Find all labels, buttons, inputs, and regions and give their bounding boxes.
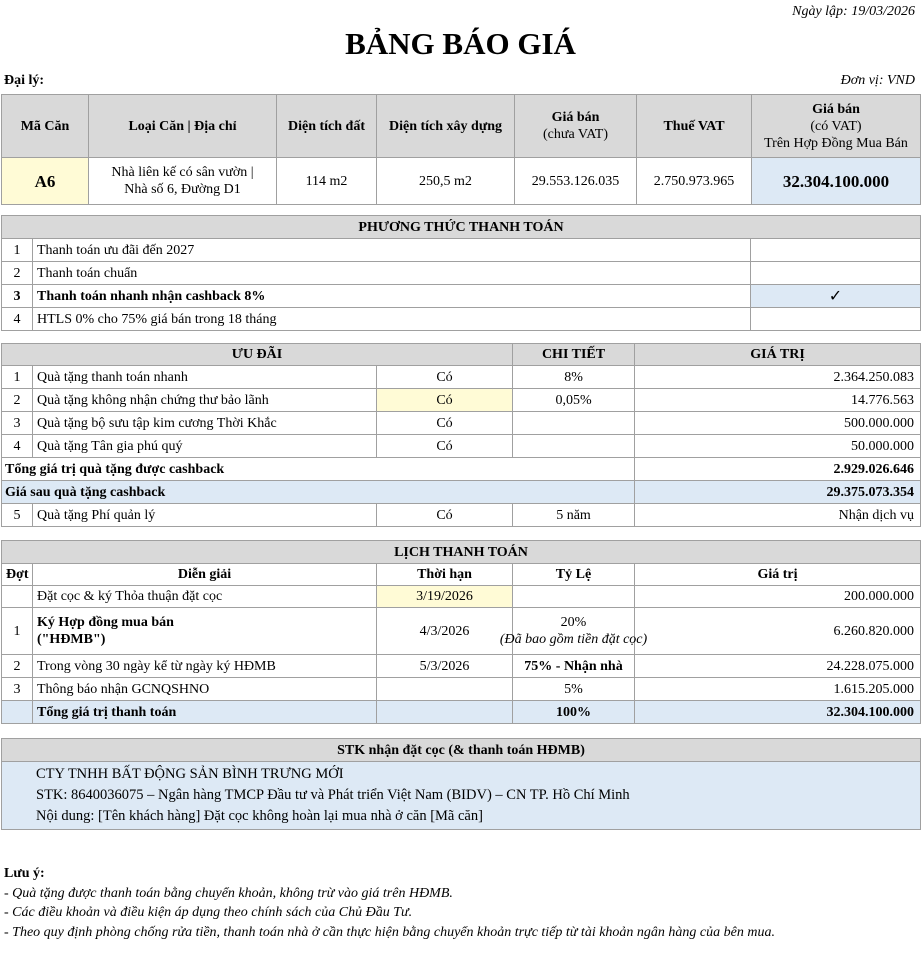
schedule-col-date: Thời hạn	[377, 564, 513, 586]
promo-after-row	[2, 481, 921, 504]
promo-no: 5	[2, 504, 33, 527]
schedule-row	[2, 586, 921, 608]
promo-detail	[513, 435, 635, 458]
payment-method-row[interactable]	[2, 239, 921, 262]
notes	[4, 864, 775, 942]
promo-after-label: Giá sau quà tặng cashback	[2, 481, 635, 504]
payment-method-no: 3	[2, 285, 33, 308]
payment-methods-table	[1, 215, 921, 331]
promo-no: 2	[2, 389, 33, 412]
col-price-inc-vat	[752, 95, 921, 158]
schedule-total-value: 32.304.100.000	[635, 701, 921, 724]
promo-value: 500.000.000	[635, 412, 921, 435]
schedule-col-desc: Diễn giải	[33, 564, 377, 586]
created-date: Ngày lập: 19/03/2026	[792, 4, 915, 19]
payment-method-check[interactable]	[751, 262, 921, 285]
schedule-desc: Trong vòng 30 ngày kể từ ngày ký HĐMB	[33, 655, 377, 678]
unit-label: Đơn vị: VND	[840, 73, 915, 88]
promo-no: 1	[2, 366, 33, 389]
unit-type	[89, 158, 277, 205]
schedule-col-rate: Tỷ Lệ	[513, 564, 635, 586]
unit-table	[1, 94, 921, 205]
schedule-row	[2, 608, 921, 655]
unit-type-line1: Nhà liên kế có sân vườn |	[111, 165, 254, 180]
promo-total-label: Tổng giá trị quà tặng được cashback	[2, 458, 635, 481]
promo-detail: 8%	[513, 366, 635, 389]
schedule-desc: Đặt cọc & ký Thỏa thuận đặt cọc	[33, 586, 377, 608]
promo-applied: Có	[377, 504, 513, 527]
schedule-rate: 75% - Nhận nhà	[513, 655, 635, 678]
schedule-title: LỊCH THANH TOÁN	[2, 541, 921, 564]
promo-col-detail: CHI TIẾT	[513, 344, 635, 366]
vat-value: 2.750.973.965	[637, 158, 752, 205]
payment-method-label: Thanh toán nhanh nhận cashback 8%	[33, 285, 751, 308]
schedule-col-value: Giá trị	[635, 564, 921, 586]
promo-no: 4	[2, 435, 33, 458]
promo-applied: Có	[377, 412, 513, 435]
schedule-date: 5/3/2026	[377, 655, 513, 678]
promo-applied: Có	[377, 435, 513, 458]
schedule-row	[2, 678, 921, 701]
payment-method-row[interactable]	[2, 262, 921, 285]
col-build-area: Diện tích xây dựng	[377, 95, 515, 158]
promo-after-value: 29.375.073.354	[635, 481, 921, 504]
col-price-ex-vat-title: Giá bán	[551, 110, 600, 125]
payment-method-row-selected[interactable]	[2, 285, 921, 308]
page-title: BẢNG BÁO GIÁ	[345, 26, 576, 61]
bank-title: STK nhận đặt cọc (& thanh toán HĐMB)	[2, 739, 921, 762]
col-price-inc-vat-note: (có VAT)	[810, 118, 862, 134]
note-item: - Các điều khoản và điều kiện áp dụng theo chính sách của Chủ Đầu Tư.	[4, 905, 413, 920]
promo-col-offer: ƯU ĐÃI	[2, 344, 513, 366]
schedule-no: 1	[2, 608, 33, 655]
price-ex-vat: 29.553.126.035	[515, 158, 637, 205]
promo-label: Quà tặng thanh toán nhanh	[33, 366, 377, 389]
promo-detail	[513, 412, 635, 435]
col-unit-type: Loại Căn | Địa chỉ	[89, 95, 277, 158]
schedule-value: 6.260.820.000	[635, 608, 921, 655]
promo-total-row	[2, 458, 921, 481]
schedule-no	[2, 586, 33, 608]
promo-row	[2, 435, 921, 458]
promo-value: 14.776.563	[635, 389, 921, 412]
col-unit-code: Mã Căn	[2, 95, 89, 158]
schedule-total-label: Tổng giá trị thanh toán	[33, 701, 377, 724]
schedule-total-rate: 100%	[513, 701, 635, 724]
promo-label: Quà tặng bộ sưu tập kim cương Thời Khắc	[33, 412, 377, 435]
bank-account: STK: 8640036075 – Ngân hàng TMCP Đầu tư và Phát triển Việt Nam (BIDV) – CN TP. Hồ Chí Minh	[36, 787, 630, 803]
promo-row	[2, 412, 921, 435]
schedule-total-date-blank	[377, 701, 513, 724]
schedule-value: 1.615.205.000	[635, 678, 921, 701]
price-inc-vat: 32.304.100.000	[752, 158, 921, 205]
col-land-area: Diện tích đất	[277, 95, 377, 158]
bank-details	[2, 762, 921, 830]
notes-title: Lưu ý:	[4, 866, 45, 881]
payment-methods-title: PHƯƠNG THỨC THANH TOÁN	[2, 216, 921, 239]
col-price-inc-vat-title: Giá bán	[812, 101, 860, 117]
agent-label: Đại lý:	[4, 73, 45, 88]
checkmark-icon[interactable]: ✓	[751, 285, 921, 308]
schedule-total-row	[2, 701, 921, 724]
payment-method-label: Thanh toán ưu đãi đến 2027	[33, 239, 751, 262]
schedule-rate	[499, 608, 648, 655]
schedule-date-input[interactable]: 3/19/2026	[377, 586, 513, 608]
promo-value: Nhận dịch vụ	[635, 504, 921, 527]
promo-no: 3	[2, 412, 33, 435]
bank-content: Nội dung: [Tên khách hàng] Đặt cọc không hoàn lại mua nhà ở căn [Mã căn]	[36, 808, 483, 824]
promo-detail: 5 năm	[513, 504, 635, 527]
promo-applied: Có	[377, 366, 513, 389]
schedule-desc-line2: ("HĐMB")	[37, 632, 106, 647]
schedule-value: 24.228.075.000	[635, 655, 921, 678]
promo-value: 2.364.250.083	[635, 366, 921, 389]
promo-label: Quà tặng không nhận chứng thư bảo lãnh	[33, 389, 377, 412]
unit-code: A6	[2, 158, 89, 205]
schedule-no: 3	[2, 678, 33, 701]
build-area: 250,5 m2	[377, 158, 515, 205]
schedule-no: 2	[2, 655, 33, 678]
col-price-inc-vat-contract: Trên Hợp Đồng Mua Bán	[764, 135, 908, 151]
note-item: - Quà tặng được thanh toán bằng chuyển khoản, không trừ vào giá trên HĐMB.	[4, 885, 453, 901]
promo-col-value: GIÁ TRỊ	[635, 344, 921, 366]
col-vat: Thuế VAT	[637, 95, 752, 158]
schedule-table	[1, 540, 921, 724]
bank-company: CTY TNHH BẤT ĐỘNG SẢN BÌNH TRƯNG MỚI	[36, 766, 344, 782]
bank-table	[1, 738, 921, 830]
unit-type-line2: Nhà số 6, Đường D1	[124, 182, 241, 197]
schedule-rate	[513, 586, 635, 608]
promo-label: Quà tặng Phí quản lý	[33, 504, 377, 527]
payment-method-no: 4	[2, 308, 33, 331]
schedule-col-no: Đợt	[2, 564, 33, 586]
col-price-ex-vat	[515, 95, 637, 158]
schedule-row	[2, 655, 921, 678]
promo-row	[2, 504, 921, 527]
schedule-desc	[33, 608, 377, 655]
payment-method-row[interactable]	[2, 308, 921, 331]
schedule-value: 200.000.000	[635, 586, 921, 608]
col-price-ex-vat-note: (chưa VAT)	[542, 127, 608, 142]
schedule-rate-value: 20%	[560, 615, 587, 630]
land-area: 114 m2	[277, 158, 377, 205]
payment-method-label: HTLS 0% cho 75% giá bán trong 18 tháng	[33, 308, 751, 331]
schedule-desc: Thông báo nhận GCNQSHNO	[33, 678, 377, 701]
payment-method-no: 2	[2, 262, 33, 285]
schedule-date	[377, 678, 513, 701]
schedule-rate-note: (Đã bao gồm tiền đặt cọc)	[499, 632, 648, 647]
payment-method-check[interactable]	[751, 308, 921, 331]
promo-total-value: 2.929.026.646	[635, 458, 921, 481]
payment-method-label: Thanh toán chuẩn	[33, 262, 751, 285]
schedule-rate: 5%	[513, 678, 635, 701]
payment-method-no: 1	[2, 239, 33, 262]
schedule-date: 4/3/2026	[377, 608, 513, 655]
promo-row	[2, 389, 921, 412]
promo-row	[2, 366, 921, 389]
promotions-table	[1, 343, 921, 527]
note-item: - Theo quy định phòng chống rửa tiền, thanh toán nhà ở cần thực hiện bằng chuyển khoản trực tiếp từ tài khoản ngân hàng của bên mua.	[4, 924, 775, 940]
promo-value: 50.000.000	[635, 435, 921, 458]
schedule-desc-line1: Ký Hợp đồng mua bán	[37, 615, 174, 630]
payment-method-check[interactable]	[751, 239, 921, 262]
promo-applied[interactable]: Có	[377, 389, 513, 412]
schedule-total-blank	[2, 701, 33, 724]
promo-detail: 0,05%	[513, 389, 635, 412]
promo-label: Quà tặng Tân gia phú quý	[33, 435, 377, 458]
